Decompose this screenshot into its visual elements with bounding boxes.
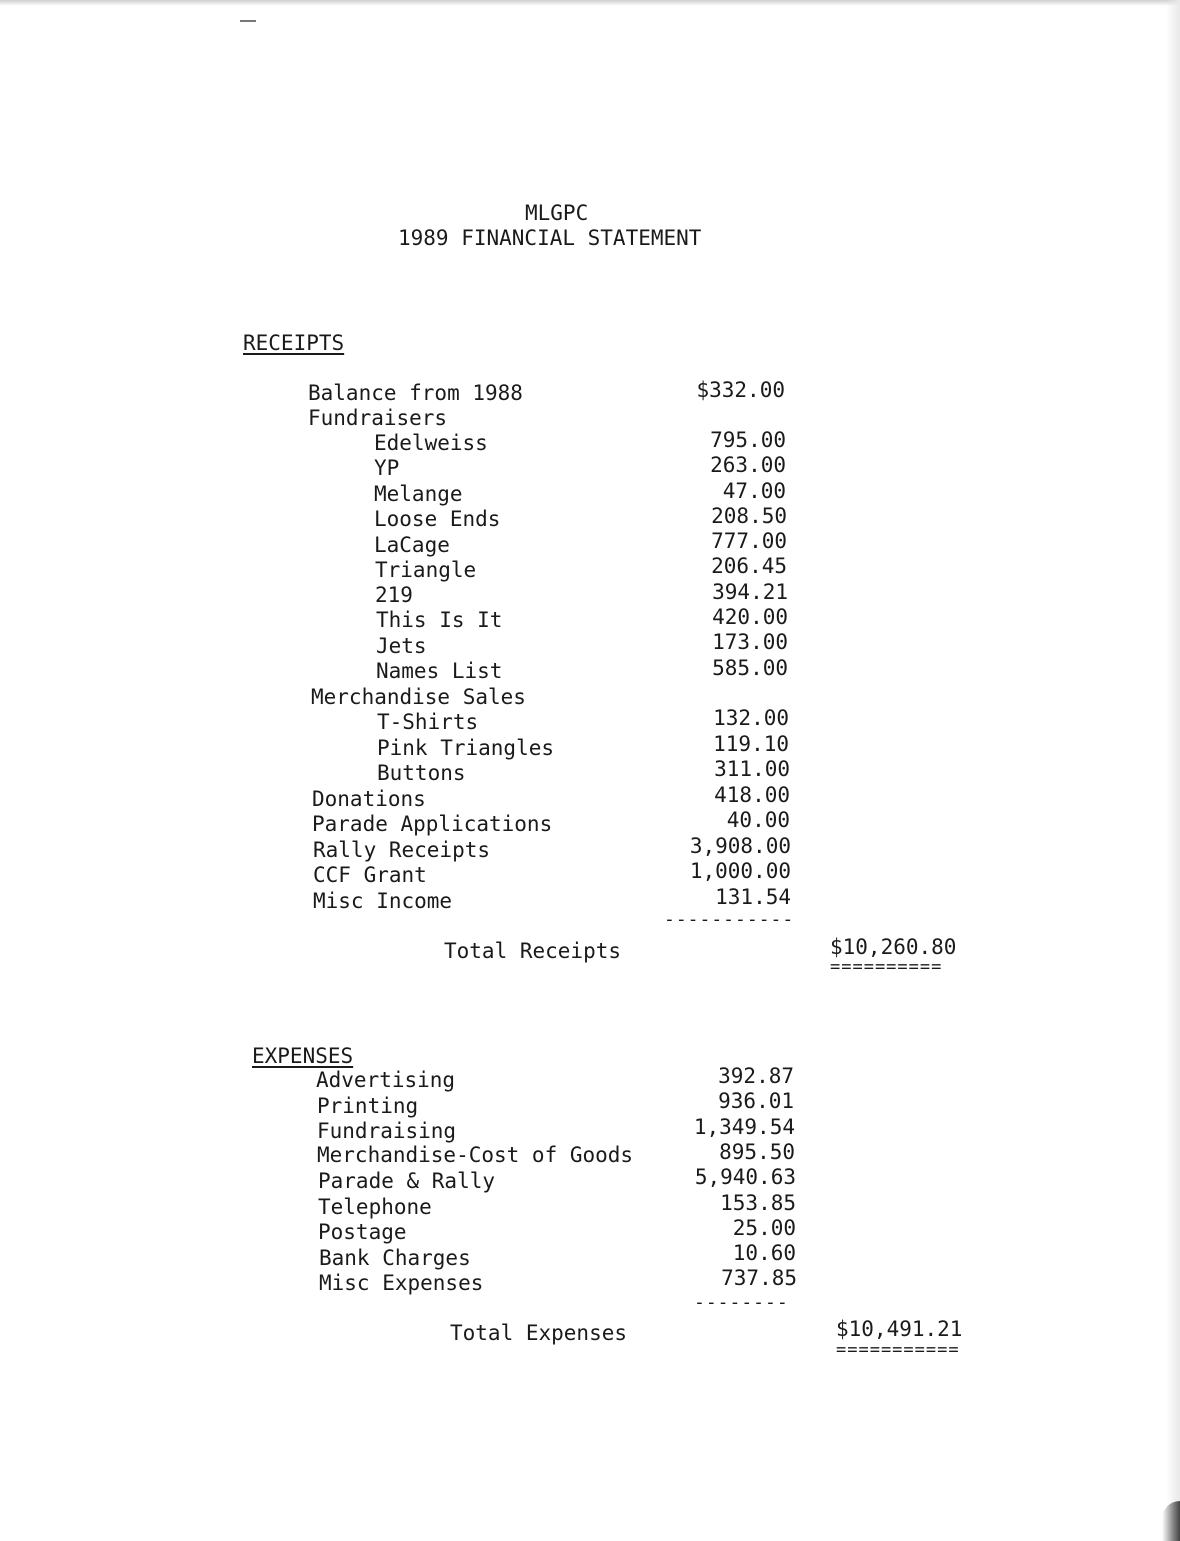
- receipt-label-loose-ends: Loose Ends: [374, 507, 501, 531]
- total-receipts-amount: $10,260.80: [830, 935, 957, 959]
- receipt-label-names-list: Names List: [376, 659, 503, 683]
- receipt-label-parade-applications: Parade Applications: [312, 812, 553, 836]
- expense-amount-merchandise-cost: 895.50: [719, 1140, 795, 1164]
- receipt-label-donations: Donations: [312, 787, 426, 811]
- expenses-subtotal-rule: --------: [694, 1292, 789, 1313]
- expense-amount-bank-charges: 10.60: [732, 1241, 796, 1265]
- expense-amount-parade-rally: 5,940.63: [694, 1165, 796, 1189]
- receipt-amount-balance: $332.00: [696, 378, 785, 402]
- receipt-label-jets: Jets: [376, 634, 427, 658]
- receipt-label-pink-triangles: Pink Triangles: [377, 736, 555, 760]
- total-expenses-amount: $10,491.21: [836, 1317, 963, 1341]
- scan-edge-right: [1166, 0, 1180, 1541]
- receipt-amount-t-shirts: 132.00: [713, 706, 789, 730]
- stray-mark: [240, 20, 256, 22]
- receipt-label-lacage: LaCage: [374, 533, 450, 557]
- receipt-amount-misc-income: 131.54: [715, 885, 791, 909]
- org-name: MLGPC: [525, 201, 589, 225]
- receipt-label-ccf-grant: CCF Grant: [313, 863, 427, 887]
- total-expenses-rule: ===========: [836, 1340, 960, 1360]
- receipt-amount-jets: 173.00: [712, 630, 788, 654]
- receipt-label-219: 219: [375, 583, 413, 607]
- statement-title: 1989 FINANCIAL STATEMENT: [398, 226, 702, 250]
- expense-label-bank-charges: Bank Charges: [319, 1246, 471, 1270]
- receipt-label-yp: YP: [374, 456, 400, 480]
- receipts-subtotal-rule: -----------: [664, 909, 795, 930]
- receipt-amount-219: 394.21: [712, 580, 788, 604]
- expense-amount-misc-expenses: 737.85: [721, 1266, 797, 1290]
- receipt-label-buttons: Buttons: [377, 761, 466, 785]
- receipt-amount-names-list: 585.00: [712, 656, 788, 680]
- total-receipts-label: Total Receipts: [444, 939, 622, 963]
- receipt-amount-parade-applications: 40.00: [726, 808, 790, 832]
- receipt-label-triangle: Triangle: [375, 558, 477, 582]
- receipt-amount-edelweiss: 795.00: [710, 428, 786, 452]
- scan-edge-top: [0, 0, 1180, 6]
- expenses-heading: EXPENSES: [252, 1044, 354, 1068]
- receipt-label-t-shirts: T-Shirts: [377, 710, 479, 734]
- expense-amount-printing: 936.01: [718, 1089, 794, 1113]
- receipt-label-balance: Balance from 1988: [308, 381, 523, 405]
- expense-amount-fundraising: 1,349.54: [693, 1115, 795, 1139]
- receipt-label-rally-receipts: Rally Receipts: [313, 838, 491, 862]
- scan-corner-mark: [1162, 1501, 1180, 1541]
- receipt-label-edelweiss: Edelweiss: [374, 431, 488, 455]
- receipt-amount-loose-ends: 208.50: [711, 504, 787, 528]
- receipt-amount-this-is-it: 420.00: [712, 605, 788, 629]
- receipt-label-this-is-it: This Is It: [376, 608, 503, 632]
- expense-label-postage: Postage: [318, 1220, 407, 1244]
- receipt-amount-melange: 47.00: [722, 479, 786, 503]
- receipt-amount-pink-triangles: 119.10: [713, 732, 789, 756]
- expense-label-telephone: Telephone: [318, 1195, 432, 1219]
- receipt-label-melange: Melange: [374, 482, 463, 506]
- expense-amount-postage: 25.00: [732, 1216, 796, 1240]
- receipt-label-misc-income: Misc Income: [313, 889, 453, 913]
- expense-label-printing: Printing: [317, 1094, 419, 1118]
- receipt-amount-buttons: 311.00: [714, 757, 790, 781]
- expense-amount-advertising: 392.87: [718, 1064, 794, 1088]
- receipt-amount-ccf-grant: 1,000.00: [689, 859, 791, 883]
- receipt-label-merchandise-sales: Merchandise Sales: [311, 685, 526, 709]
- receipt-amount-triangle: 206.45: [711, 554, 787, 578]
- receipt-amount-lacage: 777.00: [711, 529, 787, 553]
- expense-label-merchandise-cost: Merchandise-Cost of Goods: [317, 1143, 634, 1167]
- receipt-amount-rally-receipts: 3,908.00: [689, 834, 791, 858]
- total-expenses-label: Total Expenses: [450, 1321, 628, 1345]
- expense-label-parade-rally: Parade & Rally: [318, 1169, 496, 1193]
- expense-label-fundraising: Fundraising: [317, 1119, 457, 1143]
- expense-amount-telephone: 153.85: [720, 1191, 796, 1215]
- receipt-amount-yp: 263.00: [710, 453, 786, 477]
- total-receipts-rule: ==========: [830, 957, 943, 977]
- receipts-heading: RECEIPTS: [243, 331, 345, 355]
- expense-label-misc-expenses: Misc Expenses: [319, 1271, 484, 1295]
- expense-label-advertising: Advertising: [316, 1068, 456, 1092]
- receipt-amount-donations: 418.00: [714, 783, 790, 807]
- receipt-label-fundraisers: Fundraisers: [308, 406, 448, 430]
